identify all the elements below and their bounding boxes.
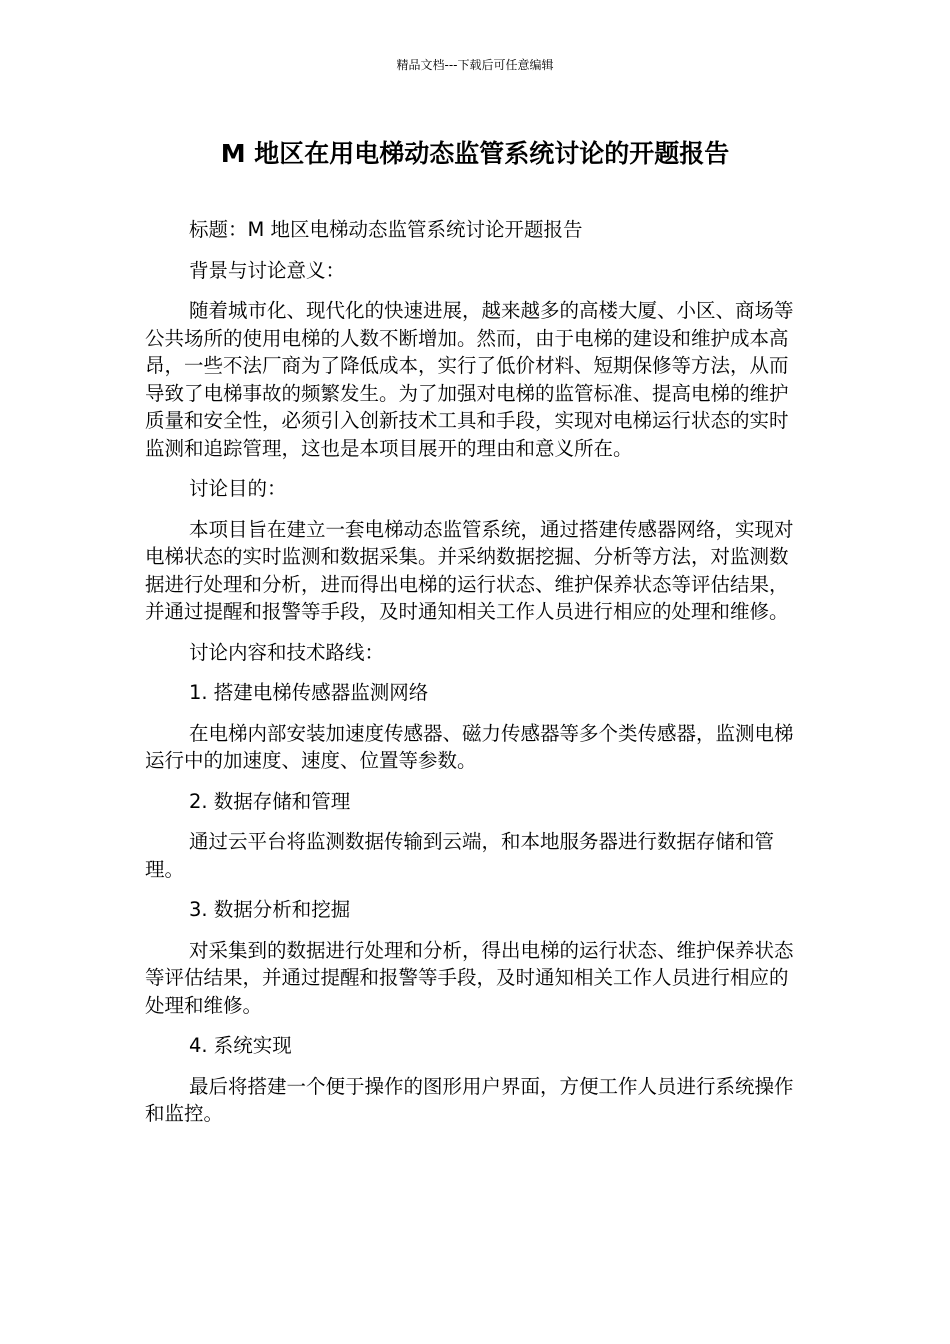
section-heading-purpose: 讨论目的：	[189, 477, 287, 500]
list-item-heading: 2. 数据存储和管理	[189, 789, 351, 813]
list-item-heading: 4. 系统实现	[189, 1034, 292, 1057]
document-body	[145, 216, 797, 1141]
list-item-heading: 3. 数据分析和挖掘	[189, 898, 351, 921]
section-heading-background: 背景与讨论意义：	[189, 258, 346, 282]
list-item-text: 在电梯内部安装加速度传感器、磁力传感器等多个类传感器，监测电梯运行中的加速度、速度、位置等参数。	[145, 721, 794, 772]
subject-line: 标题：M 地区电梯动态监管系统讨论开题报告	[189, 218, 583, 241]
list-item-text: 通过云平台将监测数据传输到云端，和本地服务器进行数据存储和管理。	[145, 830, 775, 881]
list-item-heading: 1. 搭建电梯传感器监测网络	[189, 681, 429, 704]
paragraph-purpose: 本项目旨在建立一套电梯动态监管系统，通过搭建传感器网络，实现对电梯状态的实时监测和数据采集。并采纳数据挖掘、分析等方法，对监测数据进行处理和分析，进而得出电梯的运行状态、维护保养状态等评估结果，并通过提醒和报警等手段，及时通知相关工作人员进行相应的处理和维修。	[145, 517, 794, 623]
page-header-note: 精品文档---下载后可任意编辑	[396, 58, 554, 72]
list-item-text: 对采集到的数据进行处理和分析，得出电梯的运行状态、维护保养状态等评估结果，并通过提醒和报警等手段，及时通知相关工作人员进行相应的处理和维修。	[145, 938, 794, 1017]
document-title: M 地区在用电梯动态监管系统讨论的开题报告	[220, 139, 730, 168]
paragraph-background: 随着城市化、现代化的快速进展，越来越多的高楼大厦、小区、商场等公共场所的使用电梯的人数不断增加。然而，由于电梯的建设和维护成本高昂，一些不法厂商为了降低成本，实行了低价材料、短期保修等方法，从而导致了电梯事故的频繁发生。为了加强对电梯的监管标准、提高电梯的维护质量和安全性，必须引入创新技术工具和手段，实现对电梯运行状态的实时监测和追踪管理，这也是本项目展开的理由和意义所在。	[145, 299, 794, 460]
section-heading-content: 讨论内容和技术路线：	[189, 640, 385, 664]
list-item-text: 最后将搭建一个便于操作的图形用户界面，方便工作人员进行系统操作和监控。	[145, 1074, 794, 1125]
